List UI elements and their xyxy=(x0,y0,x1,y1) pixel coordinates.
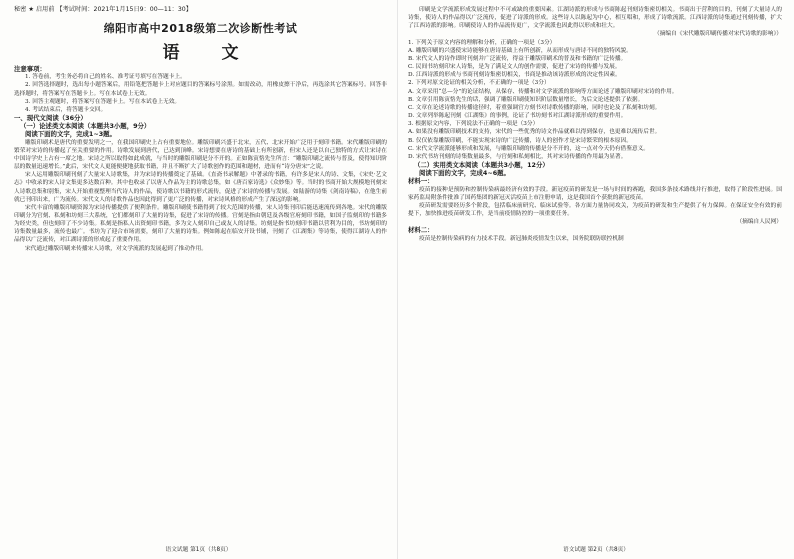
question-2: 2. 下列对原文论证的相关分析，不正确的一项是（3分） xyxy=(408,80,550,87)
material-source: （摘编自人民网） xyxy=(736,219,782,226)
notice-item: 1. 答卷前，考生务必将自己的姓名、准考证号填写在答题卡上。 xyxy=(25,74,186,81)
page-footer: 语文试题 第2页（共8页） xyxy=(563,547,629,553)
confidential-header: 秘密 ★ 启用前 【考试时间：2021年1月15日9：00—11：30】 xyxy=(14,6,192,13)
page-right xyxy=(397,0,794,559)
question-option: C. 民间书坊刻印宋人诗集，是为了满足文人的创作需要，促进了宋诗的传播与发展。 xyxy=(408,64,621,71)
notice-item: 2. 回答选择题时，选出每小题答案后，用铅笔把答题卡上对应题目的答案标号涂黑。如需改动，用橡皮擦干净后，再选涂其它答案标号。回答非选择题时，将答案写在答题卡上。写在本试卷上无效。 xyxy=(14,82,387,97)
subsection-heading: （一）论述类文本阅读（本题共3小题，9分） xyxy=(20,122,151,131)
material-label: 材料一： xyxy=(408,177,434,186)
question-option: B. 文章引用陈寅恪先生的话，强调了雕版印刷使知识阶层数量增长，为后文论述提供了依据。 xyxy=(408,96,644,103)
material-paragraph: 疫苗的接种是预防和控制传染病最经济有效的手段。新冠疫苗的研发是一场与时间的赛跑，我国多条技术路线并行推进，取得了阶段性进展。国家药监局附条件批准了国药集团的新冠灭活疫苗上市注册申请，这是我国首个获批的新冠疫苗。 xyxy=(408,186,782,201)
question-1: 1. 下列关于原文内容的理解和分析，正确的一项是（3分） xyxy=(408,39,556,46)
question-option: D. 江西诗派的形成与书商刊刻诗集密切相关，书商是推动该诗派形成的决定性因素。 xyxy=(408,72,621,79)
material-label: 材料二： xyxy=(408,226,434,235)
article-paragraph: 宋人运用雕版印刷刊刻了大量宋人诗歌集，并为宋诗的传播奠定了基础。《直斋书录解题》中著录的书籍，有许多是宋人的诗、文集，《宋史·艺文志》中收录的宋人诗文集更多达数百种。其中也收录了以唐人作品为主的诗歌总集，如《唐百家诗选》《众妙集》等。当时的书商开始大规模地刊刻宋人诗歌总集和别集，宋人开始重视整理当代诗人的作品，使诗歌以书籍的形式流传，促进了宋诗的传播与发展。如陆游的诗集《剑南诗稿》，在他生前就已刊印出来，广为流传。宋代文人的诗歌作品也因此得到了更广泛的传播，对宋诗风格的形成产生了深远的影响。 xyxy=(14,172,387,203)
section-heading: 一、现代文阅读（36分） xyxy=(14,113,87,122)
subject-title: 语 文 xyxy=(162,43,257,63)
question-option: A. 文章采用“总—分”的论证结构，从保存、传播和对文学流派的影响等方面论述了雕版印刷对宋诗的作用。 xyxy=(408,88,678,95)
article-paragraph: 雕版印刷术是唐代的重要发明之一，在我国印刷史上占有重要地位。雕版印刷兴盛于北宋，五代、北宋开始广泛用于刻印书籍。宋代雕版印刷的繁荣对宋诗的传播起了至关重要的作用。诗歌发展到唐代，已达到顶峰。宋诗想要在唐诗的基础上有所创新，但宋人还是以自己独特的方式让宋诗在中国诗学史上占有一席之地。宋诗之所以取得如此成就，与当时的雕版印刷是分不开的。正如陈寅恪先生所言：“雕版印刷之流传与普及，使得知识阶层的数量迅速增长。”此后，宋代文人更能便捷地获取书籍，并且不断扩大了诗歌创作的范围和题材，进而有“诗分唐宋”之说。 xyxy=(14,139,387,171)
question-option: D. 宋代书坊刊刻的诗集数量最多，与官刻和私刻相比，其对宋诗传播的作用最为显著。 xyxy=(408,153,627,160)
article-paragraph: 宋代丰富的雕版印刷资源为宋诗传播提供了便利条件。雕版印刷使书籍得到了较大范围的传播，宋人诗集刊印后能迅速流传到各地。宋代的雕版印刷分为官刻、私刻和坊刻三大系统，它们都刻印了大量的诗集，促进了宋诗的传播。官刻是指由朝廷及各级官府刻印书籍，如国子监刻印的书籍多为经史类，但也刻印了不少诗集。私刻是指私人出资刻印书籍，多为文人刻印自己或友人的诗集。坊刻是指书坊刻印书籍以营利为目的，书坊刻印的诗集数量最多，流传也最广。书坊为了迎合市场需要，刻印了大量的诗集。例如陈起在临安开设书铺，刊刻了《江湖集》等诗集，使得江湖诗人的作品得以广泛流传，对江湖诗派的形成起了重要作用。 xyxy=(14,204,387,244)
question-3: 3. 根据原文内容，下列说法不正确的一项是（3分） xyxy=(408,121,539,128)
material-paragraph: 疫苗研发需要经历多个阶段，包括临床前研究、临床试验等。各方面力量协同攻关，为疫苗的研发和生产提供了有力保障。在保证安全有效的前提下，加快推进疫苗研发工作，是当前疫情防控的一项重要任务。 xyxy=(408,202,782,218)
question-option: B. 宋代文人的诗作即时刊刻并广泛流传，得益于雕版印刷术的普及和书籍的广泛传播。 xyxy=(408,55,627,62)
reading-instruction: 阅读下面的文字，完成4~6题。 xyxy=(419,169,510,178)
article-paragraph: 印刷是文学流派形成发展过程中不可或缺的重要因素。江湖诗派的形成与书商陈起刊刻诗集密切相关。书商出于营利的目的，刊刻了大量诗人的诗集，使诗人的作品得以广泛流传，促进了诗派的形成。这些诗人以陈起为中心，相互唱和，形成了诗歌流派。江西诗派的诗集通过刊刻传播，扩大了江西诗派的影响。印刷使诗人的作品流传更广，文学流派也因此得以形成和壮大。 xyxy=(408,7,782,30)
article-source: （摘编自《宋代雕版印刷传播对宋代诗歌的影响》） xyxy=(654,31,782,38)
subsection-heading: （二）实用类文本阅读（本题共3小题，12分） xyxy=(414,160,549,169)
page-footer: 语文试题 第1页（共8页） xyxy=(165,547,232,553)
notice-item: 4. 考试结束后，将答题卡交回。 xyxy=(25,106,107,113)
exam-title: 绵阳市高中2018级第二次诊断性考试 xyxy=(103,22,298,35)
question-option: C. 文章在论述诗歌的传播途径时，着重强调官方刻书对诗歌传播的影响，同时也论及了私刻和坊刻。 xyxy=(408,104,661,111)
question-option: A. 如果没有雕版印刷技术的支持，宋代的一些优秀的诗文作品就难以得到保存，也更难以流传后世。 xyxy=(408,129,661,136)
question-option: A. 雕版印刷的兴盛使宋诗能够在唐诗基础上有所创新，从而形成与唐诗不同的独特风貌。 xyxy=(408,47,632,54)
article-paragraph: 宋代通过雕版印刷来传播宋人诗歌，对文学流派的发展起到了推动作用。 xyxy=(25,245,207,252)
reading-instruction: 阅读下面的文字，完成1~3题。 xyxy=(25,130,116,139)
question-option: B. 仅仅依靠雕版印刷，不能实现宋诗的广泛传播，诗人的创作才是宋诗繁荣的根本原因。 xyxy=(408,137,632,144)
material-paragraph: 疫苗是控制传染病的有力技术手段。新冠肺炎疫情发生以来，国务院联防联控机制 xyxy=(419,235,624,242)
notice-item: 3. 回答主观题时，将答案写在答题卡上。写在本试卷上无效。 xyxy=(25,98,181,105)
question-option: C. 宋代文学流派能够形成和发展，与雕版印刷的传播是分不开的，这一点对今天仍有借鉴意义。 xyxy=(408,145,649,152)
notice-heading: 注意事项： xyxy=(14,65,46,73)
question-option: D. 文章列举陈起刊刻《江湖集》的事例，论证了书坊刻书对江湖诗派形成的重要作用。 xyxy=(408,113,627,120)
